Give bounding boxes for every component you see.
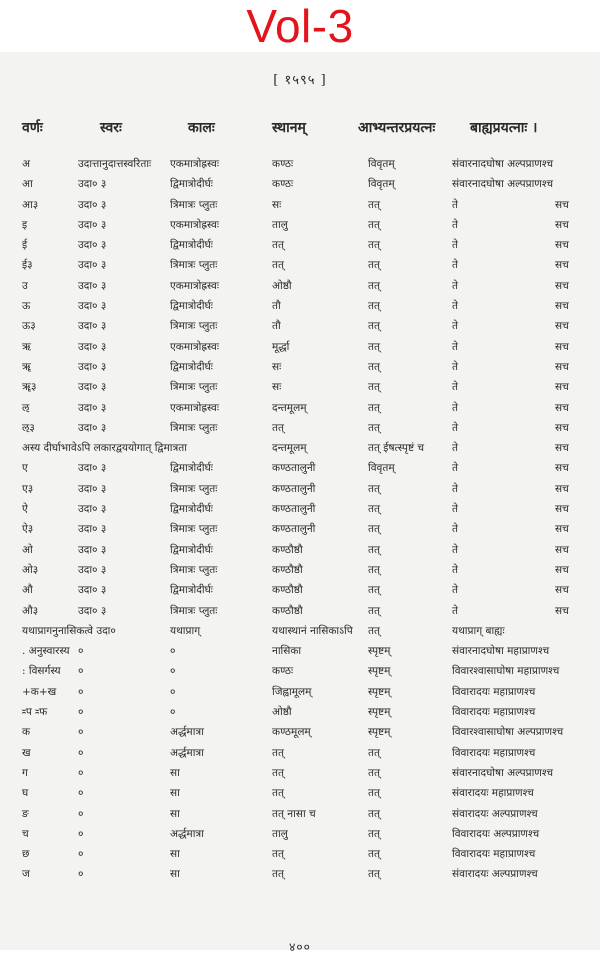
varna-cell: ऐ३	[22, 523, 34, 536]
bahya-cell: विवारादयः महाप्राणश्च	[452, 685, 536, 698]
table-row	[0, 297, 600, 317]
svara-cell: ०	[78, 807, 84, 820]
varna-cell: ऌ	[22, 401, 30, 414]
svara-cell: उदा० ३	[78, 360, 107, 373]
svara-cell: उदा० ३	[78, 198, 107, 211]
sthana-cell: ओष्ठौ	[272, 706, 292, 719]
sthana-cell: कण्ठः	[272, 158, 294, 170]
varna-cell: घ	[22, 787, 29, 800]
header-abhyantara: आभ्यन्तरप्रयत्नः	[358, 120, 436, 136]
kala-cell: सा	[170, 848, 180, 861]
kala-cell: सा	[170, 766, 180, 779]
bahya-cell: संवारनादघोषा अल्पप्राणश्च	[452, 766, 554, 779]
table-row	[0, 236, 600, 256]
sthana-cell: कण्ठौष्ठौ	[272, 604, 303, 617]
bahya-extra-cell: सच	[555, 279, 569, 292]
bahya-cell: संवारनादघोषा महाप्राणश्च	[452, 645, 550, 658]
abhyantara-cell: तत्	[368, 868, 380, 881]
abhyantara-cell: तत्	[368, 624, 380, 637]
varna-cell: ख	[22, 746, 31, 759]
bahya-cell: ते	[452, 381, 458, 394]
svara-cell: ०	[78, 746, 84, 759]
kala-cell: द्विमात्रोदीर्घः	[170, 360, 213, 373]
sthana-cell: तत् नासा च	[272, 807, 316, 820]
sthana-cell: तत्	[272, 259, 284, 272]
kala-cell: एकमात्रोह्रस्वः	[170, 340, 220, 353]
varna-cell: ॠ	[22, 360, 31, 373]
bahya-cell: ते	[452, 198, 458, 211]
abhyantara-cell: विवृतम्	[368, 178, 395, 191]
svara-cell: ०	[78, 685, 84, 698]
varna-cell: ओ	[22, 543, 33, 556]
table-row	[0, 622, 600, 642]
kala-cell: ०	[170, 706, 176, 719]
kala-cell: द्विमात्रोदीर्घः	[170, 503, 213, 516]
bahya-extra-cell: सच	[555, 259, 569, 272]
abhyantara-cell: तत्	[368, 360, 380, 373]
sthana-cell: कण्ठौष्ठौ	[272, 543, 303, 556]
table-row	[0, 216, 600, 236]
abhyantara-cell: स्पृष्टम्	[368, 685, 391, 698]
abhyantara-cell: तत्	[368, 807, 380, 820]
svara-cell: उदा० ३	[78, 259, 107, 272]
abhyantara-cell: तत्	[368, 523, 380, 536]
sthana-cell: तौ	[272, 300, 281, 313]
varna-cell: इ	[22, 218, 28, 231]
sthana-cell: मूर्द्धा	[272, 340, 290, 353]
abhyantara-cell: विवृतम्	[368, 462, 395, 475]
varna-cell: ई	[22, 239, 28, 252]
svara-cell: उदा० ३	[78, 178, 107, 191]
svara-cell: ०	[78, 645, 84, 658]
kala-cell: द्विमात्रोदीर्घः	[170, 178, 213, 191]
header-svara: स्वरः	[100, 120, 122, 136]
varna-cell: ई३	[22, 259, 33, 272]
bahya-extra-cell: सच	[555, 300, 569, 313]
abhyantara-cell: तत्	[368, 482, 380, 495]
svara-cell: उदा० ३	[78, 503, 107, 516]
kala-cell: त्रिमात्रः प्लुतः	[170, 563, 218, 576]
kala-cell: सा	[170, 868, 180, 881]
table-row	[0, 419, 600, 439]
sthana-cell: सः	[272, 198, 282, 211]
bahya-cell: संवारनादघोषा अल्पप्राणश्च	[452, 178, 554, 191]
document-page	[0, 52, 600, 954]
varna-cell: ओ३	[22, 563, 39, 576]
svara-cell: ०	[78, 665, 84, 678]
abhyantara-cell: तत्	[368, 787, 380, 800]
abhyantara-cell: तत्	[368, 218, 380, 231]
svara-cell: उदा० ३	[78, 584, 107, 597]
abhyantara-cell: विवृतम्	[368, 158, 395, 170]
kala-cell: एकमात्रोह्रस्वः	[170, 158, 220, 170]
table-row	[0, 602, 600, 622]
volume-badge	[0, 0, 600, 52]
table-row	[0, 784, 600, 804]
varna-cell: ॠ३	[22, 381, 37, 394]
abhyantara-cell: तत्	[368, 198, 380, 211]
sthana-cell: कण्ठौष्ठौ	[272, 563, 303, 576]
svara-cell: उदा० ३	[78, 543, 107, 556]
svara-cell: उदा० ३	[78, 462, 107, 475]
bahya-extra-cell: सच	[555, 218, 569, 231]
bahya-cell: ते	[452, 604, 458, 617]
table-row	[0, 520, 600, 540]
kala-cell: सा	[170, 807, 180, 820]
kala-cell: त्रिमात्रः प्लुतः	[170, 198, 218, 211]
bahya-cell: ते	[452, 239, 458, 252]
kala-cell: अर्द्धमात्रा	[170, 827, 204, 840]
svara-cell: उदा० ३	[78, 340, 107, 353]
abhyantara-cell: तत्	[368, 563, 380, 576]
sthana-cell: तत्	[272, 868, 284, 881]
sthana-cell: दन्तमूलम्	[272, 401, 307, 414]
table-row	[0, 459, 600, 479]
abhyantara-cell: स्पृष्टम्	[368, 665, 391, 678]
bahya-cell: ते	[452, 563, 458, 576]
kala-cell: ०	[170, 685, 176, 698]
sthana-cell: दन्तमूलम्	[272, 442, 307, 455]
bahya-cell: विवारादयः महाप्राणश्च	[452, 746, 536, 759]
kala-cell: ०	[170, 645, 176, 658]
svara-cell: ०	[78, 787, 84, 800]
bahya-cell: ते	[452, 279, 458, 292]
sthana-cell: सः	[272, 381, 282, 394]
table-row	[0, 581, 600, 601]
svara-cell: उदा० ३	[78, 604, 107, 617]
header-varna: वर्णः	[22, 120, 43, 136]
varna-cell: ए३	[22, 482, 34, 495]
varna-cell: ᳲप ᳲफ	[22, 706, 48, 719]
kala-cell: त्रिमात्रः प्लुतः	[170, 259, 218, 272]
bahya-cell: ते	[452, 360, 458, 373]
sthana-cell: कण्ठतालुनी	[272, 503, 316, 516]
sthana-cell: यथास्थानं नासिकाऽपि	[272, 624, 353, 637]
table-row	[0, 825, 600, 845]
varna-cell: ऊ	[22, 300, 31, 313]
varna-cell: : विसर्गस्य	[22, 665, 61, 678]
abhyantara-cell: स्पृष्टम्	[368, 706, 391, 719]
bahya-cell: ते	[452, 401, 458, 414]
sthana-cell: तत्	[272, 746, 284, 759]
bahya-extra-cell: सच	[555, 401, 569, 414]
header-sthana: स्थानम्	[272, 120, 306, 136]
kala-cell: अर्द्धमात्रा	[170, 746, 204, 759]
table-header-row	[0, 118, 600, 140]
varna-cell: . अनुस्वारस्य	[22, 645, 70, 658]
bahya-cell: ते	[452, 442, 458, 455]
svara-cell: उदा० ३	[78, 279, 107, 292]
table-row	[0, 744, 600, 764]
bahya-cell: ते	[452, 523, 458, 536]
varna-cell: आ	[22, 178, 33, 191]
bahya-extra-cell: सच	[555, 360, 569, 373]
abhyantara-cell: तत्	[368, 746, 380, 759]
table-row	[0, 378, 600, 398]
bahya-cell: ते	[452, 482, 458, 495]
bahya-cell: विवारादयः अल्पप्राणश्च	[452, 827, 540, 840]
bahya-extra-cell: सच	[555, 198, 569, 211]
bahya-cell: विवारश्वासाघोषा महाप्राणश्च	[452, 665, 560, 678]
abhyantara-cell: तत्	[368, 543, 380, 556]
abhyantara-cell: तत्	[368, 584, 380, 597]
bahya-cell: ते	[452, 543, 458, 556]
table-row	[0, 338, 600, 358]
sthana-cell: कण्ठतालुनी	[272, 482, 316, 495]
abhyantara-cell: तत्	[368, 604, 380, 617]
volume-label: Vol-3	[246, 0, 354, 52]
table-row	[0, 317, 600, 337]
varna-cell: ऋ	[22, 340, 31, 353]
svara-cell: ०	[78, 726, 84, 739]
varna-cell: ऌ३	[22, 421, 35, 434]
table-row	[0, 175, 600, 195]
table-row	[0, 723, 600, 743]
bahya-extra-cell: सच	[555, 584, 569, 597]
bahya-cell: विवारादयः महाप्राणश्च	[452, 706, 536, 719]
bahya-extra-cell: सच	[555, 239, 569, 252]
bahya-extra-cell: सच	[555, 503, 569, 516]
table-row	[0, 703, 600, 723]
bahya-cell: ते	[452, 218, 458, 231]
svara-cell: उदात्तानुदात्तस्वरिताः	[78, 158, 152, 170]
table-row	[0, 561, 600, 581]
svara-cell: उदा० ३	[78, 218, 107, 231]
table-row	[0, 642, 600, 662]
abhyantara-cell: तत् ईषत्स्पृष्टं च	[368, 442, 425, 455]
sthana-cell: तालु	[272, 218, 288, 231]
table-row	[0, 541, 600, 561]
header-kala: कालः	[188, 120, 215, 136]
table-row	[0, 683, 600, 703]
bahya-extra-cell: सच	[555, 523, 569, 536]
kala-cell: त्रिमात्रः प्लुतः	[170, 421, 218, 434]
bahya-cell: विवारश्वासाघोषा अल्पप्राणश्च	[452, 726, 564, 739]
varna-cell: यथाप्रागनुनासिकत्वे उदा०	[22, 624, 116, 637]
table-row	[0, 764, 600, 784]
bahya-cell: यथाप्राग् बाह्यः	[452, 624, 505, 637]
varna-cell: ज	[22, 868, 30, 881]
footer-page-number: ४००	[289, 940, 311, 954]
varna-cell: उ	[22, 279, 28, 292]
varna-cell: औ	[22, 584, 33, 597]
table-row	[0, 358, 600, 378]
bahya-extra-cell: सच	[555, 462, 569, 475]
kala-cell: त्रिमात्रः प्लुतः	[170, 604, 218, 617]
svara-cell: उदा० ३	[78, 563, 107, 576]
varna-cell: ऊ३	[22, 320, 36, 333]
svara-cell: ०	[78, 848, 84, 861]
bahya-cell: ते	[452, 320, 458, 333]
abhyantara-cell: तत्	[368, 503, 380, 516]
sthana-cell: जिह्वामूलम्	[272, 685, 312, 698]
kala-cell: अर्द्धमात्रा	[170, 726, 204, 739]
bahya-cell: ते	[452, 300, 458, 313]
table-row	[0, 196, 600, 216]
svara-cell: उदा० ३	[78, 320, 107, 333]
table-row	[0, 662, 600, 682]
bahya-cell: ते	[452, 421, 458, 434]
varna-cell: +क+ख	[22, 685, 57, 698]
kala-cell: त्रिमात्रः प्लुतः	[170, 381, 218, 394]
table-row	[0, 805, 600, 825]
table-row	[0, 865, 600, 885]
bahya-cell: संवारनादघोषा अल्पप्राणश्च	[452, 158, 554, 170]
svara-cell: ०	[78, 766, 84, 779]
sthana-cell: कण्ठौष्ठौ	[272, 584, 303, 597]
sthana-cell: कण्ठः	[272, 665, 294, 678]
kala-cell: द्विमात्रोदीर्घः	[170, 239, 213, 252]
abhyantara-cell: तत्	[368, 340, 380, 353]
bahya-cell: ते	[452, 259, 458, 272]
abhyantara-cell: तत्	[368, 848, 380, 861]
abhyantara-cell: स्पृष्टम्	[368, 726, 391, 739]
svara-cell: उदा० ३	[78, 300, 107, 313]
bahya-extra-cell: सच	[555, 543, 569, 556]
bahya-cell: संवारादयः अल्पप्राणश्च	[452, 868, 538, 881]
abhyantara-cell: तत्	[368, 239, 380, 252]
sthana-cell: नासिका	[272, 645, 302, 658]
table-row	[0, 845, 600, 865]
svara-cell: उदा० ३	[78, 239, 107, 252]
abhyantara-cell: तत्	[368, 300, 380, 313]
header-bahya: बाह्यप्रयत्नाः ।	[470, 120, 538, 136]
bahya-extra-cell: सच	[555, 320, 569, 333]
abhyantara-cell: तत्	[368, 259, 380, 272]
bahya-cell: संवारादयः महाप्राणश्च	[452, 787, 534, 800]
kala-cell: द्विमात्रोदीर्घः	[170, 300, 213, 313]
abhyantara-cell: तत्	[368, 279, 380, 292]
abhyantara-cell: तत्	[368, 766, 380, 779]
varna-cell: अस्य दीर्घाभावेऽपि लकारद्वययोगात् द्विमात्रता	[22, 442, 187, 455]
svara-cell: उदा० ३	[78, 482, 107, 495]
bahya-extra-cell: सच	[555, 563, 569, 576]
svara-cell: उदा० ३	[78, 401, 107, 414]
varna-cell: छ	[22, 848, 30, 861]
sthana-cell: तत्	[272, 848, 284, 861]
svara-cell: ०	[78, 827, 84, 840]
sthana-cell: ओष्ठौ	[272, 279, 292, 292]
kala-cell: सा	[170, 787, 180, 800]
varna-cell: ए	[22, 462, 28, 475]
varna-cell: औ३	[22, 604, 39, 617]
bahya-extra-cell: सच	[555, 442, 569, 455]
abhyantara-cell: तत्	[368, 421, 380, 434]
kala-cell: त्रिमात्रः प्लुतः	[170, 523, 218, 536]
varna-cell: ग	[22, 766, 28, 779]
bahya-cell: विवारादयः महाप्राणश्च	[452, 848, 536, 861]
sthana-cell: तत्	[272, 421, 284, 434]
svara-cell: उदा० ३	[78, 381, 107, 394]
table-row	[0, 399, 600, 419]
page-number: [ १५९५ ]	[273, 73, 327, 88]
table-row	[0, 439, 600, 459]
kala-cell: द्विमात्रोदीर्घः	[170, 584, 213, 597]
kala-cell: एकमात्रोह्रस्वः	[170, 218, 220, 231]
varna-cell: क	[22, 726, 31, 739]
table-row	[0, 500, 600, 520]
bahya-cell: ते	[452, 462, 458, 475]
sthana-cell: कण्ठतालुनी	[272, 462, 316, 475]
kala-cell: त्रिमात्रः प्लुतः	[170, 320, 218, 333]
table-row	[0, 256, 600, 276]
sthana-cell: कण्ठतालुनी	[272, 523, 316, 536]
bahya-extra-cell: सच	[555, 421, 569, 434]
bahya-cell: संवारादयः अल्पप्राणश्च	[452, 807, 538, 820]
bahya-cell: ते	[452, 503, 458, 516]
sthana-cell: तौ	[272, 320, 281, 333]
kala-cell: द्विमात्रोदीर्घः	[170, 543, 213, 556]
abhyantara-cell: तत्	[368, 401, 380, 414]
kala-cell: एकमात्रोह्रस्वः	[170, 401, 220, 414]
bahya-extra-cell: सच	[555, 340, 569, 353]
bahya-extra-cell: सच	[555, 604, 569, 617]
bahya-cell: ते	[452, 340, 458, 353]
sthana-cell: कण्ठमूलम्	[272, 726, 311, 739]
varna-cell: ङ	[22, 807, 29, 820]
sthana-cell: तत्	[272, 766, 284, 779]
sthana-cell: सः	[272, 360, 282, 373]
abhyantara-cell: स्पृष्टम्	[368, 645, 391, 658]
varna-cell: अ	[22, 158, 31, 170]
sthana-cell: तत्	[272, 239, 284, 252]
varna-cell: ऐ	[22, 503, 28, 516]
kala-cell: ०	[170, 665, 176, 678]
kala-cell: द्विमात्रोदीर्घः	[170, 462, 213, 475]
abhyantara-cell: तत्	[368, 827, 380, 840]
abhyantara-cell: तत्	[368, 320, 380, 333]
sthana-cell: तालु	[272, 827, 288, 840]
kala-cell: एकमात्रोह्रस्वः	[170, 279, 220, 292]
varna-cell: च	[22, 827, 29, 840]
abhyantara-cell: तत्	[368, 381, 380, 394]
varna-cell: आ३	[22, 198, 39, 211]
svara-cell: उदा० ३	[78, 421, 107, 434]
bahya-extra-cell: सच	[555, 381, 569, 394]
table-row	[0, 277, 600, 297]
kala-cell: त्रिमात्रः प्लुतः	[170, 482, 218, 495]
table-row	[0, 155, 600, 175]
sthana-cell: कण्ठः	[272, 178, 294, 191]
svara-cell: ०	[78, 706, 84, 719]
bahya-extra-cell: सच	[555, 482, 569, 495]
table-row	[0, 480, 600, 500]
sthana-cell: तत्	[272, 787, 284, 800]
phonetics-table	[0, 155, 600, 886]
bahya-cell: ते	[452, 584, 458, 597]
svara-cell: उदा० ३	[78, 523, 107, 536]
svara-cell: ०	[78, 868, 84, 881]
kala-cell: यथाप्राग्	[170, 624, 201, 637]
